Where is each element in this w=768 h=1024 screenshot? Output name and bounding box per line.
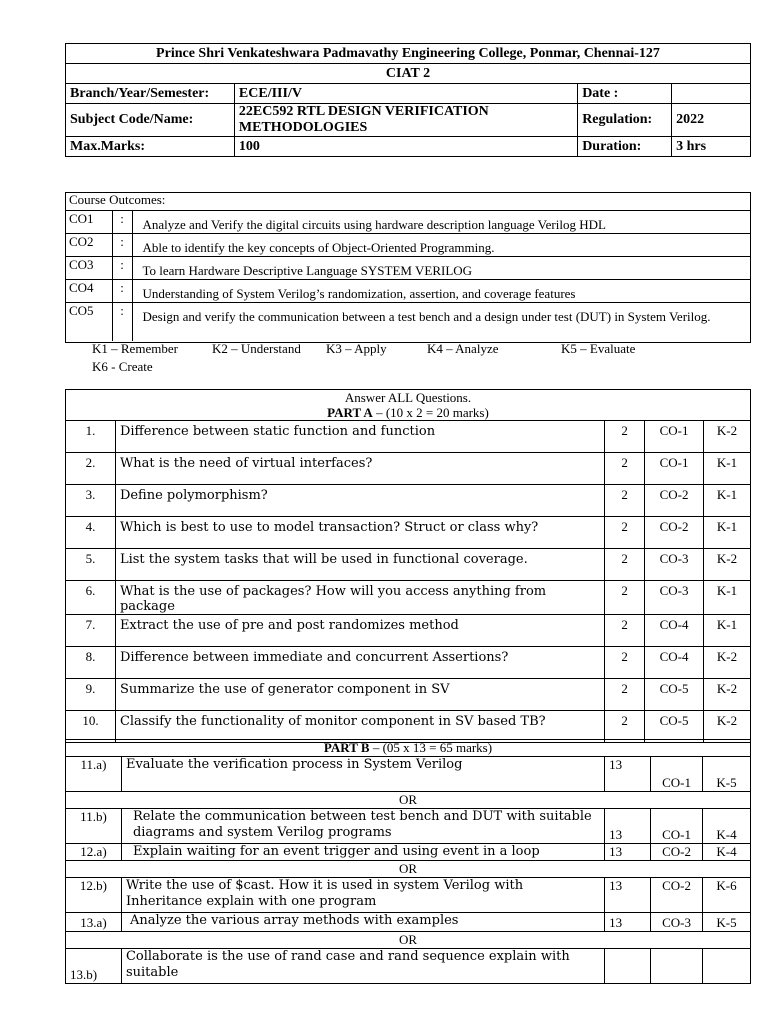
question-k: K-2	[704, 421, 751, 453]
question-co: CO-5	[645, 679, 704, 711]
subject-label: Subject Code/Name:	[66, 104, 235, 137]
question-k: K-5	[703, 913, 751, 932]
part-a-instruction: Answer ALL Questions.	[66, 390, 751, 406]
question-k: K-1	[704, 581, 751, 615]
co-separator: :	[112, 257, 132, 280]
branch-label: Branch/Year/Semester:	[66, 84, 235, 104]
question-number: 2.	[66, 453, 116, 485]
k-level: K5 – Evaluate	[561, 341, 636, 356]
question-co: CO-1	[651, 809, 703, 844]
question-number: 6.	[66, 581, 116, 615]
question-k: K-1	[704, 485, 751, 517]
question-row	[66, 549, 751, 581]
regulation-value: 2022	[672, 104, 751, 137]
max-marks-value: 100	[234, 137, 577, 157]
question-co: CO-2	[645, 517, 704, 549]
co-separator: :	[112, 234, 132, 257]
or-divider: OR	[66, 792, 751, 809]
subject-value: 22EC592 RTL DESIGN VERIFICATION METHODOLOGIES	[234, 104, 577, 137]
question-co: CO-2	[645, 485, 704, 517]
question-marks: 2	[605, 421, 645, 453]
question-marks: 13	[605, 913, 651, 932]
or-divider: OR	[66, 932, 751, 949]
question-row	[66, 485, 751, 517]
k-level: K3 – Apply	[326, 341, 387, 356]
question-text: Difference between immediate and concurrent Assertions?	[115, 647, 604, 679]
question-row	[66, 517, 751, 549]
question-row	[66, 711, 751, 743]
question-text: Write the use of $cast. How it is used in system Verilog with Inheritance explain with one program	[121, 878, 604, 913]
question-marks: 2	[605, 517, 645, 549]
question-marks: 2	[605, 581, 645, 615]
question-text: Extract the use of pre and post randomizes method	[115, 615, 604, 647]
question-co: CO-2	[651, 844, 703, 861]
question-number: 9.	[66, 679, 116, 711]
question-co: CO-4	[645, 647, 704, 679]
question-marks	[605, 949, 651, 984]
question-row	[66, 913, 751, 932]
exam-title: CIAT 2	[66, 64, 751, 84]
question-row	[66, 615, 751, 647]
question-number: 7.	[66, 615, 116, 647]
co-code: CO2	[65, 234, 112, 257]
question-number: 1.	[66, 421, 116, 453]
co-separator: :	[112, 211, 132, 234]
k-level: K4 – Analyze	[427, 341, 499, 356]
question-k: K-2	[704, 679, 751, 711]
regulation-label: Regulation:	[578, 104, 672, 137]
k-level: K2 – Understand	[212, 341, 301, 356]
question-text: What is the need of virtual interfaces?	[115, 453, 604, 485]
question-row	[66, 844, 751, 861]
question-co: CO-5	[645, 711, 704, 743]
question-co: CO-4	[645, 615, 704, 647]
branch-value: ECE/III/V	[234, 84, 577, 104]
question-row	[66, 679, 751, 711]
question-text: Collaborate is the use of rand case and rand sequence explain with suitable	[121, 949, 604, 984]
duration-value: 3 hrs	[672, 137, 751, 157]
question-number: 13.b)	[66, 949, 122, 984]
question-marks: 2	[605, 647, 645, 679]
question-marks: 2	[605, 549, 645, 581]
question-number: 13.a)	[66, 913, 122, 932]
question-number: 11.b)	[66, 809, 122, 844]
question-k: K-5	[703, 757, 751, 792]
course-outcomes-table	[65, 192, 751, 341]
question-text: Difference between static function and function	[115, 421, 604, 453]
question-number: 10.	[66, 711, 116, 743]
co-code: CO5	[65, 303, 112, 342]
question-number: 3.	[66, 485, 116, 517]
date-label: Date :	[578, 84, 672, 104]
question-co: CO-1	[645, 453, 704, 485]
question-k: K-2	[704, 711, 751, 743]
co-separator: :	[112, 303, 132, 342]
question-text: List the system tasks that will be used in functional coverage.	[115, 549, 604, 581]
question-co: CO-3	[651, 913, 703, 932]
question-number: 5.	[66, 549, 116, 581]
co-text: Able to identify the key concepts of Object-Oriented Programming.	[132, 234, 751, 257]
question-marks: 13	[605, 757, 651, 792]
question-k: K-1	[704, 453, 751, 485]
question-row	[66, 878, 751, 913]
question-row	[66, 757, 751, 792]
question-marks: 13	[605, 809, 651, 844]
part-b-title: PART B	[323, 740, 370, 755]
course-outcomes-title: Course Outcomes:	[65, 192, 751, 211]
question-marks: 2	[605, 485, 645, 517]
question-text: Evaluate the verification process in System Verilog	[121, 757, 604, 792]
co-text: To learn Hardware Descriptive Language SYSTEM VERILOG	[132, 257, 751, 280]
question-row	[66, 421, 751, 453]
co-separator: :	[112, 280, 132, 303]
question-row	[66, 453, 751, 485]
question-marks: 13	[605, 844, 651, 861]
question-text: Analyze the various array methods with examples	[121, 913, 604, 932]
question-k: K-1	[704, 517, 751, 549]
question-number: 8.	[66, 647, 116, 679]
question-marks: 2	[605, 679, 645, 711]
question-row	[66, 809, 751, 844]
exam-header-table	[65, 43, 751, 157]
question-row	[66, 949, 751, 984]
question-row	[66, 647, 751, 679]
question-marks: 2	[605, 615, 645, 647]
co-code: CO3	[65, 257, 112, 280]
k-level: K6 - Create	[92, 359, 153, 374]
co-text: Understanding of System Verilog’s randomization, assertion, and coverage features	[132, 280, 751, 303]
question-co: CO-3	[645, 549, 704, 581]
question-co: CO-3	[645, 581, 704, 615]
knowledge-levels	[92, 340, 712, 376]
question-co	[651, 949, 703, 984]
part-b-heading	[66, 740, 751, 757]
question-number: 12.a)	[66, 844, 122, 861]
question-co: CO-1	[645, 421, 704, 453]
question-text: Relate the communication between test bench and DUT with suitable diagrams and system Verilog programs	[121, 809, 604, 844]
part-b-marks-note: – (05 x 13 = 65 marks)	[369, 740, 493, 755]
duration-label: Duration:	[578, 137, 672, 157]
question-k: K-6	[703, 878, 751, 913]
co-code: CO4	[65, 280, 112, 303]
question-k: K-2	[704, 549, 751, 581]
max-marks-label: Max.Marks:	[66, 137, 235, 157]
co-code: CO1	[65, 211, 112, 234]
question-text: What is the use of packages? How will you access anything from package	[115, 581, 604, 615]
date-value	[672, 84, 751, 104]
k-level: K1 – Remember	[92, 341, 178, 356]
part-a-heading	[66, 405, 751, 421]
question-k	[703, 949, 751, 984]
question-co: CO-2	[651, 878, 703, 913]
question-text: Which is best to use to model transaction? Struct or class why?	[115, 517, 604, 549]
question-k: K-4	[703, 844, 751, 861]
question-k: K-2	[704, 647, 751, 679]
co-text: Analyze and Verify the digital circuits using hardware description language Verilog HDL	[132, 211, 751, 234]
question-marks: 2	[605, 453, 645, 485]
part-a-table	[65, 389, 751, 743]
question-co: CO-1	[651, 757, 703, 792]
question-number: 12.b)	[66, 878, 122, 913]
part-a-marks-note: – (10 x 2 = 20 marks)	[372, 405, 489, 420]
question-k: K-1	[704, 615, 751, 647]
college-name: Prince Shri Venkateshwara Padmavathy Engineering College, Ponmar, Chennai-127	[66, 44, 751, 64]
question-text: Summarize the use of generator component in SV	[115, 679, 604, 711]
part-b-table	[65, 739, 751, 984]
question-text: Explain waiting for an event trigger and using event in a loop	[121, 844, 604, 861]
question-marks: 13	[605, 878, 651, 913]
question-marks: 2	[605, 711, 645, 743]
or-divider: OR	[66, 861, 751, 878]
question-text: Define polymorphism?	[115, 485, 604, 517]
question-text: Classify the functionality of monitor component in SV based TB?	[115, 711, 604, 743]
question-row	[66, 581, 751, 615]
question-k: K-4	[703, 809, 751, 844]
question-number: 11.a)	[66, 757, 122, 792]
part-a-title: PART A	[327, 405, 373, 420]
co-text: Design and verify the communication between a test bench and a design under test (DUT) in System Verilog.	[132, 303, 751, 342]
question-number: 4.	[66, 517, 116, 549]
